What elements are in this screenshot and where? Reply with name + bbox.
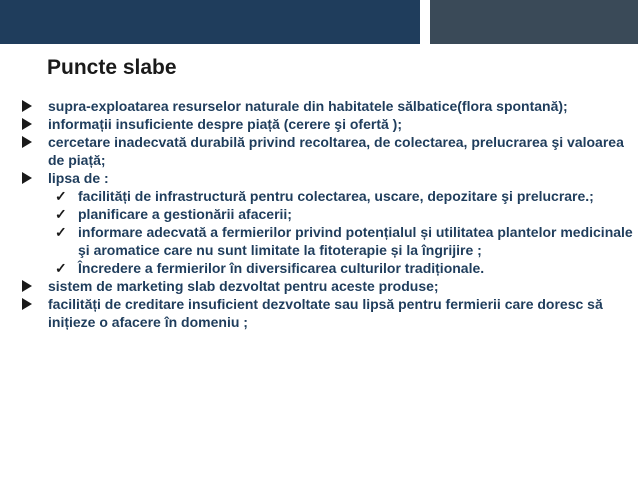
list-item-text: cercetare inadecvată durabilă privind recoltarea, de colectarea, prelucrarea şi valoarea de piață; bbox=[48, 134, 624, 168]
header-band-left bbox=[0, 0, 420, 44]
list-item-text: facilități de creditare insuficient dezvoltate sau lipsă pentru fermierii care doresc să inițieze o afacere în domeniu ; bbox=[48, 296, 603, 330]
list-item bbox=[8, 169, 633, 187]
arrow-icon bbox=[22, 277, 44, 296]
list-item-text: facilități de infrastructură pentru colectarea, uscare, depozitare şi prelucrare.; bbox=[78, 188, 594, 204]
list-item bbox=[8, 115, 633, 133]
header-band-right bbox=[430, 0, 638, 44]
header-banner bbox=[0, 0, 638, 44]
list-item-text: informații insuficiente despre piață (cerere şi ofertă ); bbox=[48, 116, 402, 132]
list-item bbox=[8, 259, 633, 277]
list-item-text: sistem de marketing slab dezvoltat pentru aceste produse; bbox=[48, 278, 439, 294]
arrow-icon bbox=[22, 97, 44, 116]
arrow-icon bbox=[22, 295, 44, 314]
list-item bbox=[8, 97, 633, 115]
list-item-text: planificare a gestionării afacerii; bbox=[78, 206, 292, 222]
list-item bbox=[8, 223, 633, 259]
arrow-icon bbox=[22, 115, 44, 134]
list-item bbox=[8, 295, 633, 331]
list-item bbox=[8, 277, 633, 295]
slide-title: Puncte slabe bbox=[47, 56, 177, 79]
list-item-text: Încredere a fermierilor în diversificarea culturilor tradiționale. bbox=[78, 260, 485, 276]
header-band-gap bbox=[420, 0, 430, 44]
list-item bbox=[8, 205, 633, 223]
arrow-icon bbox=[22, 169, 44, 188]
list-item bbox=[8, 187, 633, 205]
arrow-icon bbox=[22, 133, 44, 152]
bullet-list bbox=[8, 97, 633, 331]
check-icon: ✓ bbox=[55, 260, 67, 276]
check-icon: ✓ bbox=[55, 224, 67, 240]
list-item-text: supra-exploatarea resurselor naturale din habitatele sălbatice(flora spontană); bbox=[48, 98, 568, 114]
check-icon: ✓ bbox=[55, 188, 67, 204]
list-item-text: lipsa de : bbox=[48, 170, 109, 186]
list-item-text: informare adecvată a fermierilor privind potențialul și utilitatea plantelor medicinale şi aromatice care nu sunt limitate la fitoterapie și la îngrijire ; bbox=[78, 224, 633, 258]
check-icon: ✓ bbox=[55, 206, 67, 222]
list-item bbox=[8, 133, 633, 169]
